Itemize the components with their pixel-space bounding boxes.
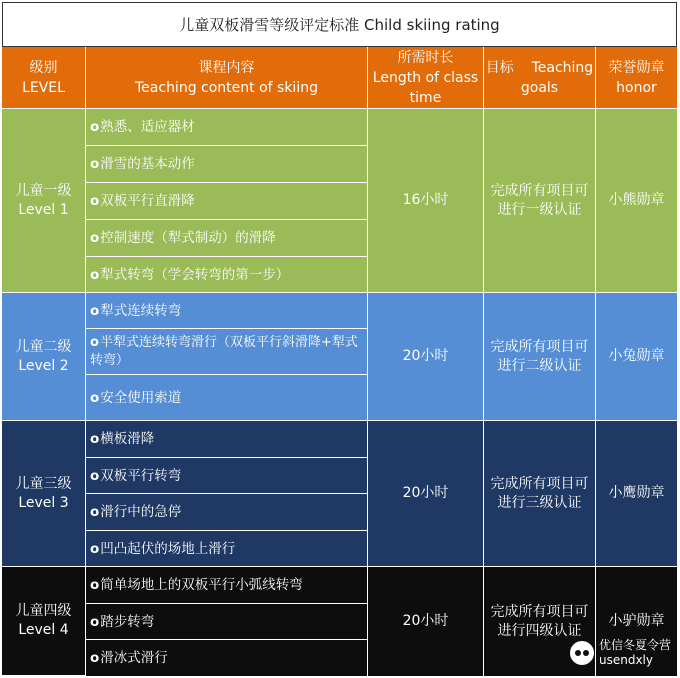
bullet: o [90, 389, 100, 406]
watermark-line1: 优信冬夏令营 [598, 638, 671, 652]
header-goal-line1: 目标 Teaching [485, 59, 594, 76]
rating-table [2, 2, 677, 676]
bullet: o [90, 613, 100, 630]
header-time-en1: Length of class [372, 69, 479, 86]
item-text: 滑行中的急停 [100, 504, 182, 520]
level-1-goal-line2: 进行一级认证 [497, 201, 582, 218]
item-text: 滑雪的基本动作 [100, 156, 195, 172]
level-4-time: 20小时 [368, 567, 484, 676]
item-text: 犁式连续转弯 [100, 302, 182, 319]
header-honor-cn: 荣誉勋章 [608, 59, 665, 76]
level-4-name-cn: 儿童四级 [15, 603, 72, 619]
level-3-honor: 小鹰勋章 [596, 421, 677, 567]
list-item [86, 604, 368, 640]
level-1-name-cn: 儿童一级 [15, 182, 72, 199]
level-2-goal [484, 293, 596, 421]
header-content-en: Teaching content of skiing [135, 79, 318, 96]
level-1-goal [484, 109, 596, 293]
header-level [2, 47, 86, 109]
item-text: 熟悉、适应器材 [100, 119, 195, 135]
header-content [86, 47, 368, 109]
level-4-name [2, 567, 86, 676]
item-text: 犁式转弯（学会转弯的第一步） [100, 266, 290, 283]
level-4-name-en: Level 4 [18, 622, 69, 638]
level-3-goal [484, 421, 596, 567]
bullet: o [90, 266, 100, 283]
header-goal-line2: goals [520, 79, 559, 96]
level-2-name [2, 293, 86, 421]
bullet: o [90, 193, 100, 209]
item-text: 简单场地上的双板平行小弧线转弯 [100, 577, 303, 593]
level-1-time: 16小时 [368, 109, 484, 293]
level-1-name [2, 109, 86, 293]
header-content-cn: 课程内容 [198, 59, 255, 76]
level-4-goal-line1: 完成所有项目可 [490, 603, 589, 620]
list-item [86, 531, 368, 567]
bullet: o [90, 504, 100, 520]
bullet: o [90, 577, 100, 593]
bullet: o [90, 335, 99, 350]
list-item [86, 421, 368, 458]
list-item [86, 458, 368, 494]
watermark-line2: usendxly [598, 653, 653, 667]
level-4-goal-line2: 进行四级认证 [497, 622, 582, 639]
list-item [86, 257, 368, 293]
list-item [86, 183, 368, 220]
level-2-time: 20小时 [368, 293, 484, 421]
level-3-time: 20小时 [368, 421, 484, 567]
level-2-honor: 小兔勋章 [596, 293, 677, 421]
bullet: o [90, 119, 100, 135]
level-3-name-cn: 儿童三级 [15, 475, 72, 492]
header-level-en: LEVEL [22, 79, 65, 96]
bullet: o [90, 431, 100, 447]
header-time [368, 47, 484, 109]
watermark-text [599, 638, 671, 668]
bullet: o [90, 650, 100, 666]
level-2-name-cn: 儿童二级 [15, 338, 72, 355]
item-text: 踏步转弯 [100, 613, 155, 630]
level-3-goal-line1: 完成所有项目可 [490, 475, 589, 492]
item-text: 双板平行直滑降 [100, 193, 195, 209]
bullet: o [90, 467, 100, 484]
list-item [86, 146, 368, 183]
level-2-name-en: Level 2 [18, 357, 69, 374]
header-honor [596, 47, 677, 109]
item-text: 横板滑降 [100, 431, 155, 447]
list-item [86, 640, 368, 676]
list-item [86, 375, 368, 421]
list-item [86, 220, 368, 257]
header-time-cn: 所需时长 [397, 49, 454, 66]
level-4-honor: 小驴勋章 [596, 567, 677, 676]
header-time-en2: time [409, 89, 442, 106]
level-1-goal-line1: 完成所有项目可 [490, 182, 589, 199]
table-title: 儿童双板滑雪等级评定标准 Child skiing rating [2, 2, 677, 47]
item-text: 控制速度（犁式制动）的滑降 [100, 230, 276, 246]
level-1-honor: 小熊勋章 [596, 109, 677, 293]
item-text: 安全使用索道 [100, 389, 182, 406]
item-text: 凹凸起伏的场地上滑行 [100, 540, 236, 557]
list-item [86, 567, 368, 604]
list-item [86, 293, 368, 329]
level-2-goal-line2: 进行二级认证 [497, 357, 582, 374]
header-honor-en: honor [616, 79, 657, 96]
header-goal [484, 47, 596, 109]
bullet: o [90, 302, 100, 319]
level-2-goal-line1: 完成所有项目可 [490, 338, 589, 355]
item-text: 双板平行转弯 [100, 467, 182, 484]
level-1-name-en: Level 1 [18, 201, 69, 218]
wechat-icon [570, 641, 594, 665]
list-item [86, 329, 368, 375]
watermark [570, 638, 671, 668]
list-item [86, 109, 368, 146]
bullet: o [90, 230, 100, 246]
level-3-name-en: Level 3 [18, 494, 69, 511]
level-3-goal-line2: 进行三级认证 [497, 494, 582, 511]
header-level-cn: 级别 [29, 59, 58, 76]
bullet: o [90, 156, 100, 172]
bullet: o [90, 540, 100, 557]
list-item [86, 494, 368, 531]
item-text: 滑冰式滑行 [100, 650, 168, 666]
level-3-name [2, 421, 86, 567]
item-text: 半犁式连续转弯滑行（双板平行斜滑降+犁式转弯） [90, 335, 358, 368]
